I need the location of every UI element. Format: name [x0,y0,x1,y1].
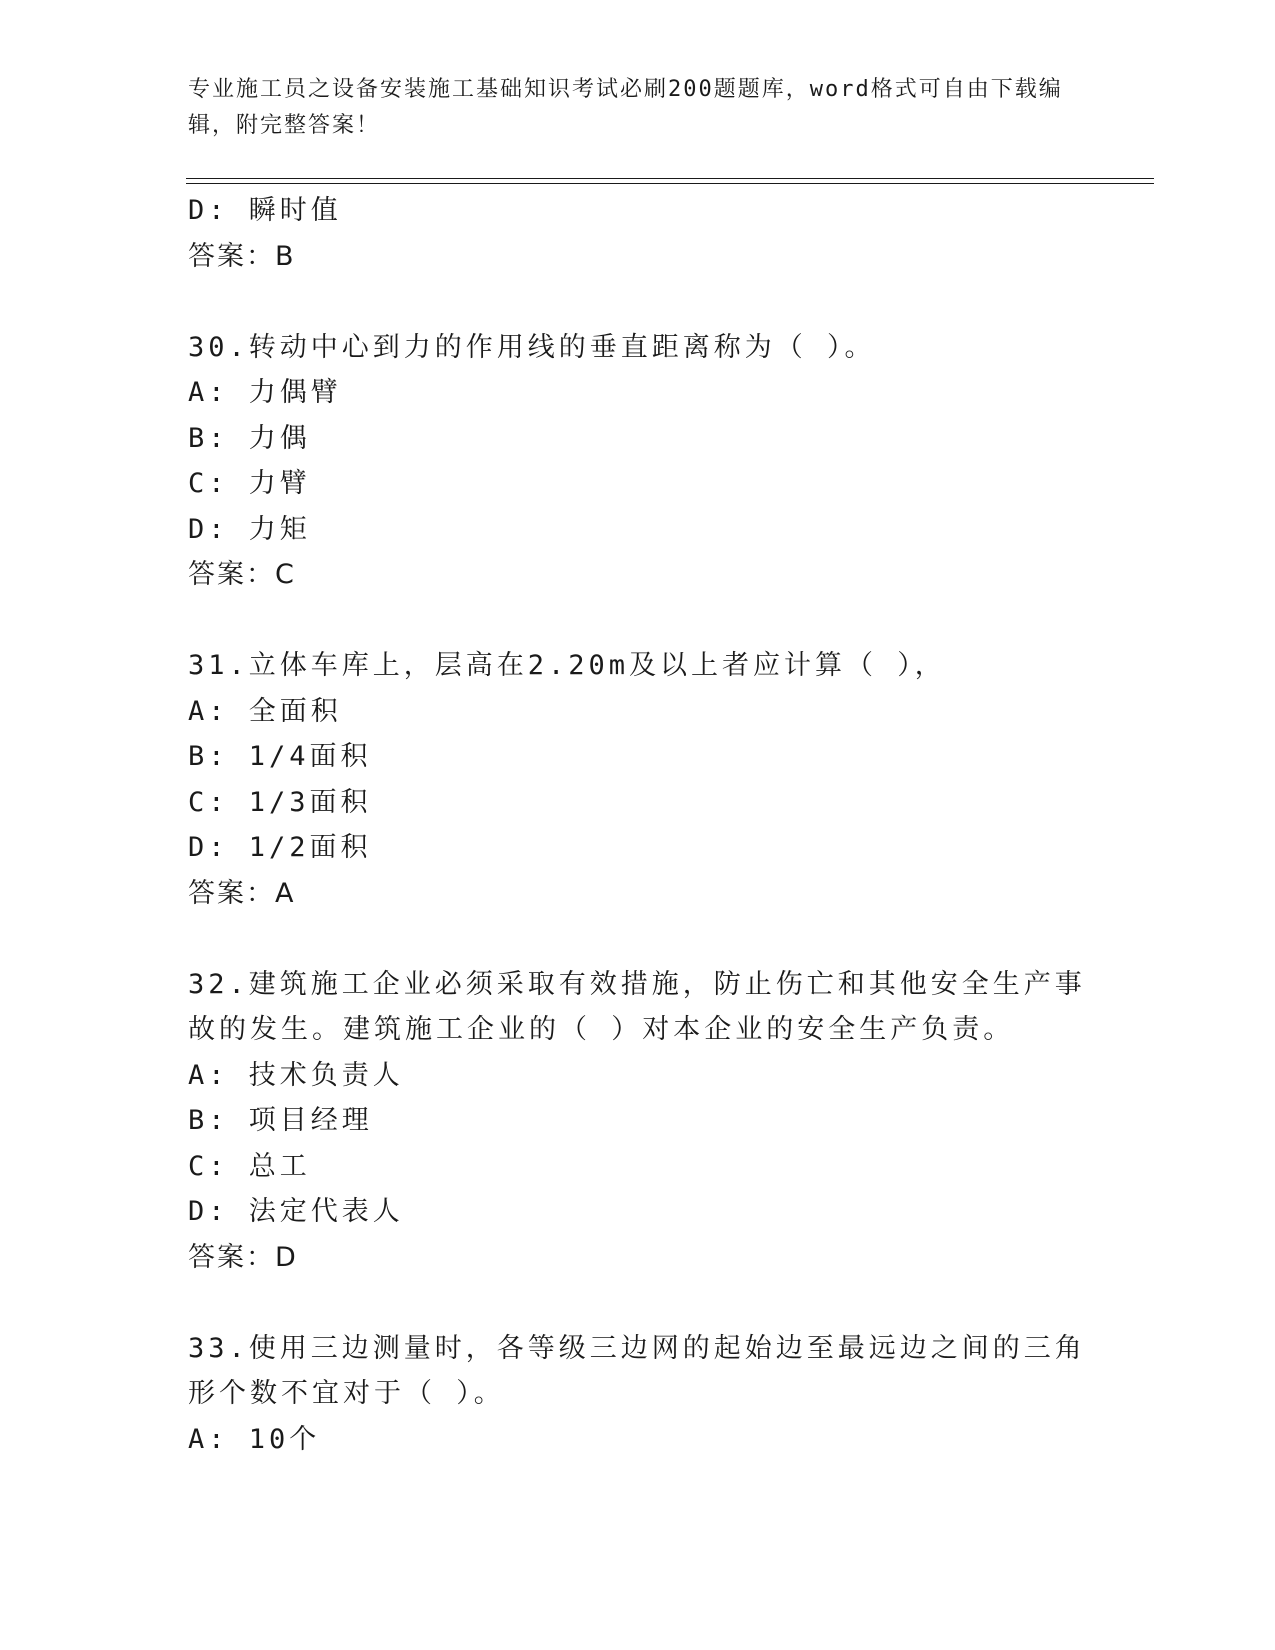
question-31-option-b: B: 1/4面积 [188,741,372,772]
spacer [188,1280,1088,1326]
question-31-answer: 答案：A [188,877,296,909]
question-32-option-d: D: 法定代表人 [188,1196,404,1227]
question-32-answer: 答案：D [188,1241,298,1273]
question-32-option-b: B: 项目经理 [188,1105,373,1136]
question-content [188,188,1088,1462]
question-30-option-b: B: 力偶 [188,422,311,454]
question-31-option-c: C: 1/3面积 [188,786,372,818]
question-31-text: 31.立体车库上，层高在2.20m及以上者应计算（ ）， [188,650,946,681]
spacer [188,598,1088,644]
prev-option-d: D: 瞬时值 [188,195,342,226]
page-header: 专业施工员之设备安装施工基础知识考试必刷200题题库，word格式可自由下载编辑，附完整答案！ [188,77,1063,138]
question-31-option-d: D: 1/2面积 [188,832,372,863]
header-divider-top [186,178,1154,179]
question-30-option-d: D: 力矩 [188,513,311,545]
spacer [188,279,1088,325]
spacer [188,916,1088,962]
question-30-option-c: C: 力臂 [188,468,311,499]
question-32-option-a: A: 技术负责人 [188,1059,404,1091]
question-30-text: 30.转动中心到力的作用线的垂直距离称为（ ）。 [188,331,876,363]
question-32-text: 32.建筑施工企业必须采取有效措施，防止伤亡和其他安全生产事故的发生。建筑施工企业的（ ）对本企业的安全生产负责。 [188,968,1086,1045]
question-31-option-a: A: 全面积 [188,695,342,727]
question-32-option-c: C: 总工 [188,1150,311,1182]
question-30-answer: 答案：C [188,559,296,590]
prev-answer: 答案：B [188,240,296,272]
header-divider-bottom [186,183,1154,184]
question-33-text: 33.使用三边测量时，各等级三边网的起始边至最远边之间的三角形个数不宜对于（ ）。 [188,1332,1086,1409]
question-30-option-a: A: 力偶臂 [188,377,342,408]
question-33-option-a: A: 10个 [188,1423,321,1455]
